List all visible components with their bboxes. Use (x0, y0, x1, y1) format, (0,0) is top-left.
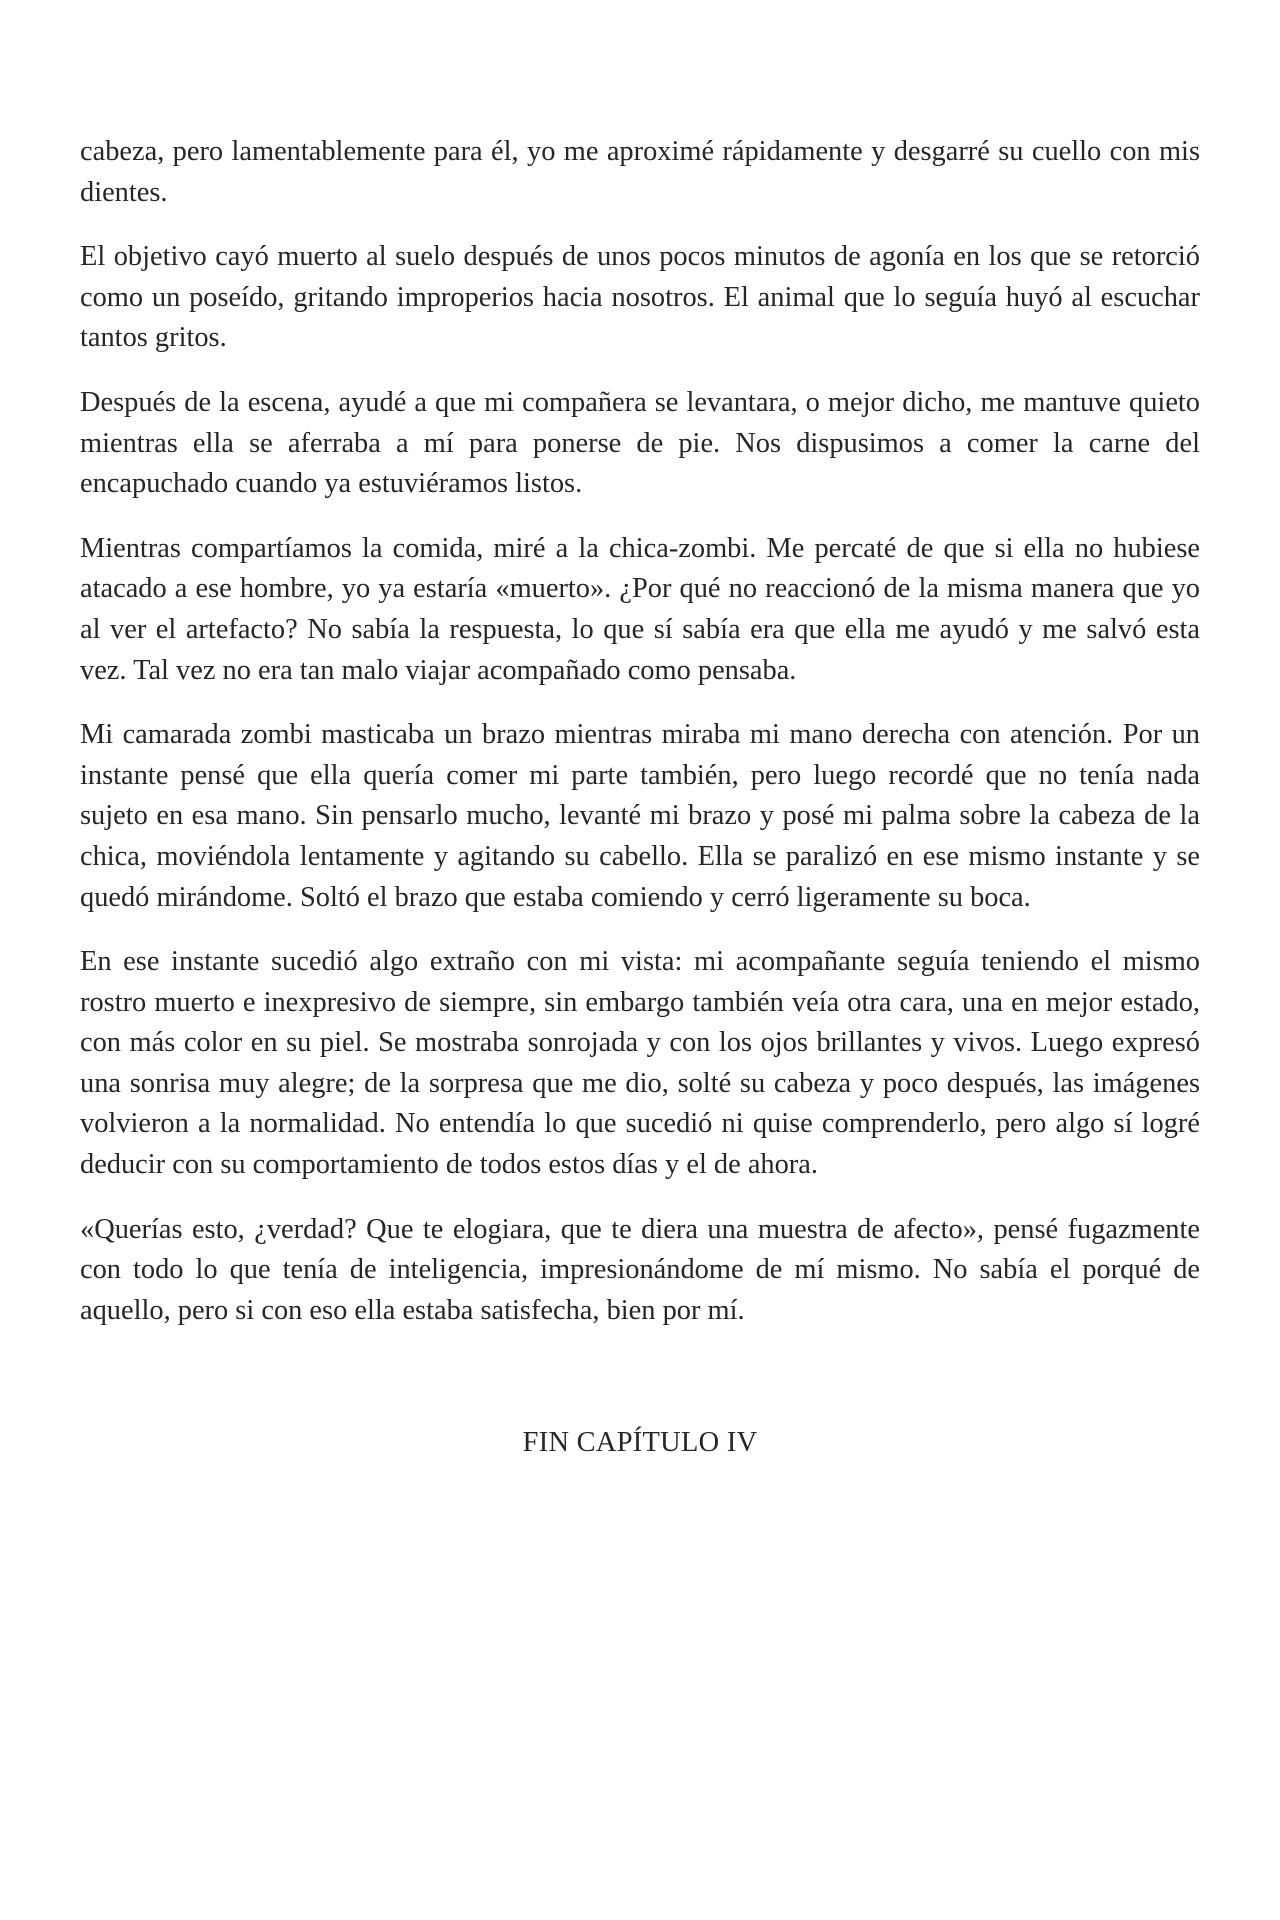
paragraph-1: cabeza, pero lamentablemente para él, yo me aproximé rápidamente y desgarré su cuello con mis dientes. (80, 136, 1200, 208)
paragraph-5: Mi camarada zombi masticaba un brazo mientras miraba mi mano derecha con atención. Por un instante pensé que ella quería comer mi parte también, pero luego recordé que no tenía nada sujeto en esa mano. Sin pensarlo mucho, levanté mi brazo y posé mi palma sobre la cabeza de la chica, moviéndola lentamente y agitando su cabello. Ella se paralizó en ese mismo instante y se quedó mirándome. Soltó el brazo que estaba comiendo y cerró ligeramente su boca. (80, 719, 1200, 913)
chapter-end-heading: FIN CAPÍTULO IV (522, 1427, 758, 1459)
paragraph-7: «Querías esto, ¿verdad? Que te elogiara, que te diera una muestra de afecto», pensé fugazmente con todo lo que tenía de inteligencia, impresionándome de mí mismo. No sabía el porqué de aquello, pero si con eso ella estaba satisfecha, bien por mí. (80, 1213, 1200, 1326)
paragraph-6: En ese instante sucedió algo extraño con mi vista: mi acompañante seguía teniendo el mismo rostro muerto e inexpresivo de siempre, sin embargo también veía otra cara, una en mejor estado, con más color en su piel. Se mostraba sonrojada y con los ojos brillantes y vivos. Luego expresó una sonrisa muy alegre; de la sorpresa que me dio, solté su cabeza y poco después, las imágenes volvieron a la normalidad. No entendía lo que sucedió ni quise comprenderlo, pero algo sí logré deducir con su comportamiento de todos estos días y el de ahora. (80, 946, 1200, 1181)
paragraph-2: El objetivo cayó muerto al suelo después de unos pocos minutos de agonía en los que se retorció como un poseído, gritando improperios hacia nosotros. El animal que lo seguía huyó al escuchar tantos gritos. (80, 241, 1200, 354)
paragraph-3: Después de la escena, ayudé a que mi compañera se levantara, o mejor dicho, me mantuve quieto mientras ella se aferraba a mí para ponerse de pie. Nos dispusimos a comer la carne del encapuchado cuando ya estuviéramos listos. (80, 386, 1200, 500)
paragraph-4: Mientras compartíamos la comida, miré a la chica-zombi. Me percaté de que si ella no hubiese atacado a ese hombre, yo ya estaría «muerto». ¿Por qué no reaccionó de la misma manera que yo al ver el artefacto? No sabía la respuesta, lo que sí sabía era que ella me ayudó y me salvó esta vez. Tal vez no era tan malo viajar acompañado como pensaba. (80, 532, 1200, 686)
